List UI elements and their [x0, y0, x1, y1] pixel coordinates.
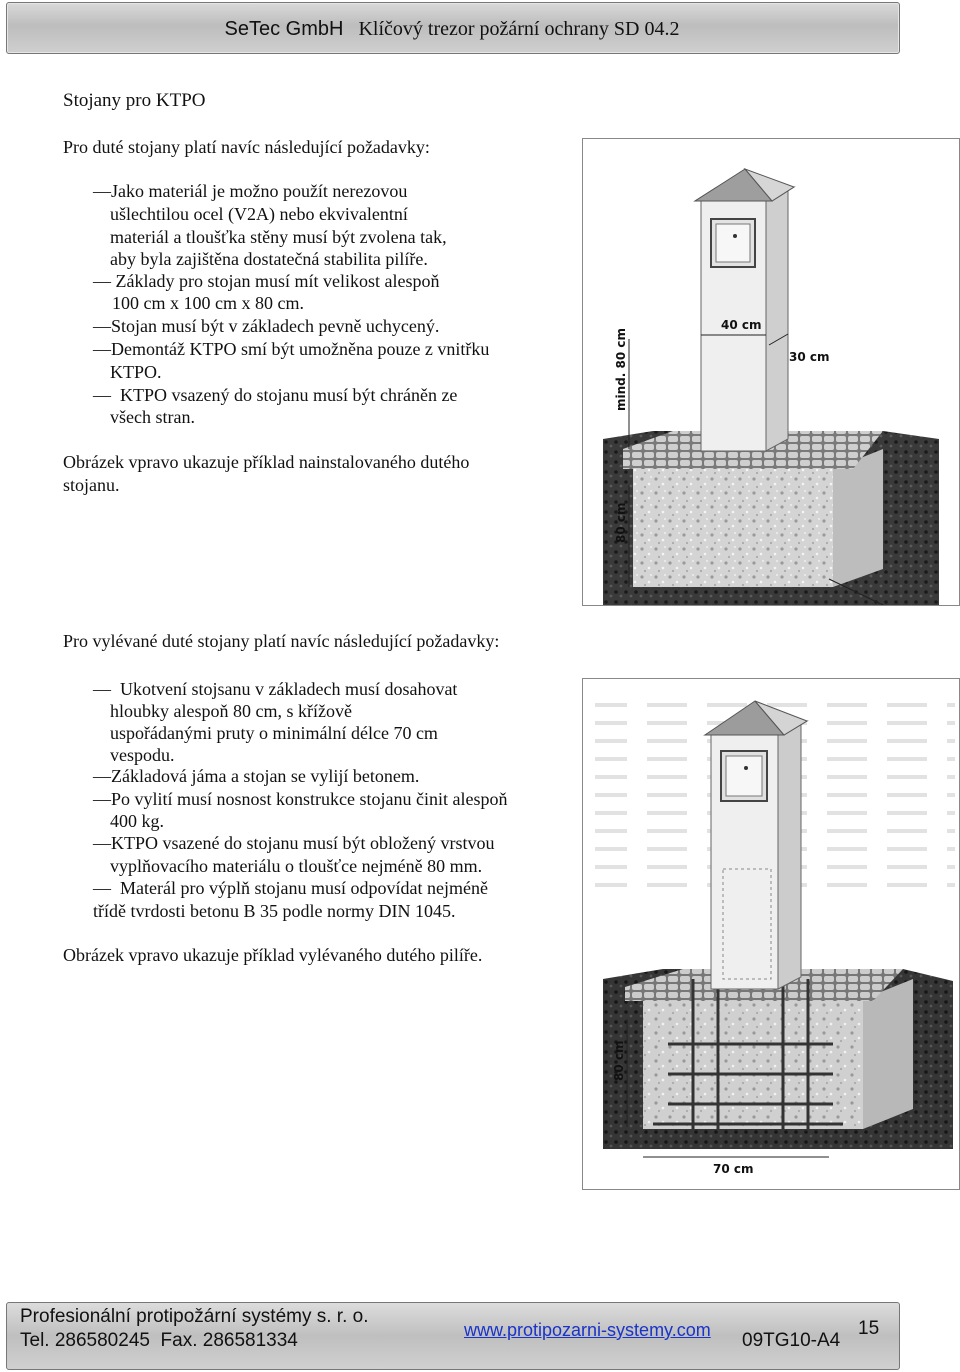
footer-contact [20, 1330, 298, 1352]
header-title [0, 18, 904, 41]
figure-caption: Obrázek vpravo ukazuje příklad vylévaného dutého pilíře. [63, 945, 483, 965]
list-item-cont: ušlechtilou ocel (V2A) nebo ekvivalentní [110, 204, 408, 224]
dimension-depth-label: 80 cm [612, 1040, 626, 1081]
section2-intro: Pro vylévané duté stojany platí navíc následující požadavky: [63, 631, 500, 651]
header-company: SeTec GmbH [224, 18, 344, 40]
list-item: —Stojan musí být v základech pevně uchycený. [93, 316, 440, 336]
footer-company: Profesionální protipožární systémy s. r. o. [20, 1306, 369, 1327]
dimension-height-label: mind. 80 cm [614, 328, 628, 411]
section-heading: Stojany pro KTPO [63, 90, 206, 111]
list-item: —Po vylití musí nosnost konstrukce stojanu činit alespoň [93, 789, 508, 809]
header-document-title: Klíčový trezor požární ochrany SD 04.2 [358, 18, 680, 40]
footer-website-wrap [464, 1320, 711, 1342]
stand-illustration [583, 139, 959, 605]
list-item: —Základová jáma a stojan se vylijí betonem. [93, 766, 420, 786]
list-item: —Demontáž KTPO smí být umožněna pouze z vnitřku [93, 339, 490, 359]
list-item-cont: uspořádanými pruty o minimální délce 70 cm [110, 723, 438, 743]
list-item-cont: vyplňovacího materiálu o tloušťce nejméně 80 mm. [110, 856, 483, 876]
dimension-length-label: 70 cm [713, 1162, 754, 1176]
list-item-cont: 400 kg. [110, 811, 164, 831]
list-item-cont: KTPO. [110, 362, 162, 382]
list-item-cont: 100 cm x 100 cm x 80 cm. [112, 293, 304, 313]
list-item: — Materál pro výplň stojanu musí odpovídat nejméně [93, 878, 488, 898]
list-item-cont: všech stran. [110, 407, 195, 427]
figure-cast-stand [582, 678, 960, 1190]
figure-installed-stand [582, 138, 960, 606]
dimension-depth-label: 30 cm [789, 350, 830, 364]
list-item: —Jako materiál je možno použít nerezovou [93, 181, 408, 201]
list-item-cont: materiál a tloušťka stěny musí být zvolena tak, [110, 227, 447, 247]
list-item: —KTPO vsazené do stojanu musí být obložený vrstvou [93, 833, 495, 853]
dimension-width-label: 40 cm [721, 318, 762, 332]
list-item: — Základy pro stojan musí mít velikost alespoň [93, 271, 440, 291]
figure-caption: Obrázek vpravo ukazuje příklad nainstalovaného dutého [63, 452, 470, 472]
list-item: — Ukotvení stojsanu v základech musí dosahovat [93, 679, 458, 699]
page-number: 15 [858, 1318, 880, 1339]
list-item-cont: vespodu. [110, 745, 175, 765]
cast-stand-illustration [583, 679, 959, 1189]
list-item-cont: třídě tvrdosti betonu B 35 podle normy DIN 1045. [93, 901, 456, 921]
footer-fax: Fax. 286581334 [160, 1330, 298, 1351]
list-item: — KTPO vsazený do stojanu musí být chráněn ze [93, 385, 458, 405]
list-item-cont: hloubky alespoň 80 cm, s křížově [110, 701, 352, 721]
list-item-cont: aby byla zajištěna dostatečná stabilita pilíře. [110, 249, 428, 269]
dimension-foundation-label: 80 cm [614, 502, 628, 543]
figure-caption: stojanu. [63, 475, 120, 495]
footer-doc-code: 09TG10-A4 [742, 1330, 841, 1351]
section1-intro: Pro duté stojany platí navíc následující požadavky: [63, 137, 430, 157]
website-link[interactable]: www.protipozarni-systemy.com [464, 1320, 711, 1340]
footer-tel: Tel. 286580245 [20, 1330, 150, 1351]
